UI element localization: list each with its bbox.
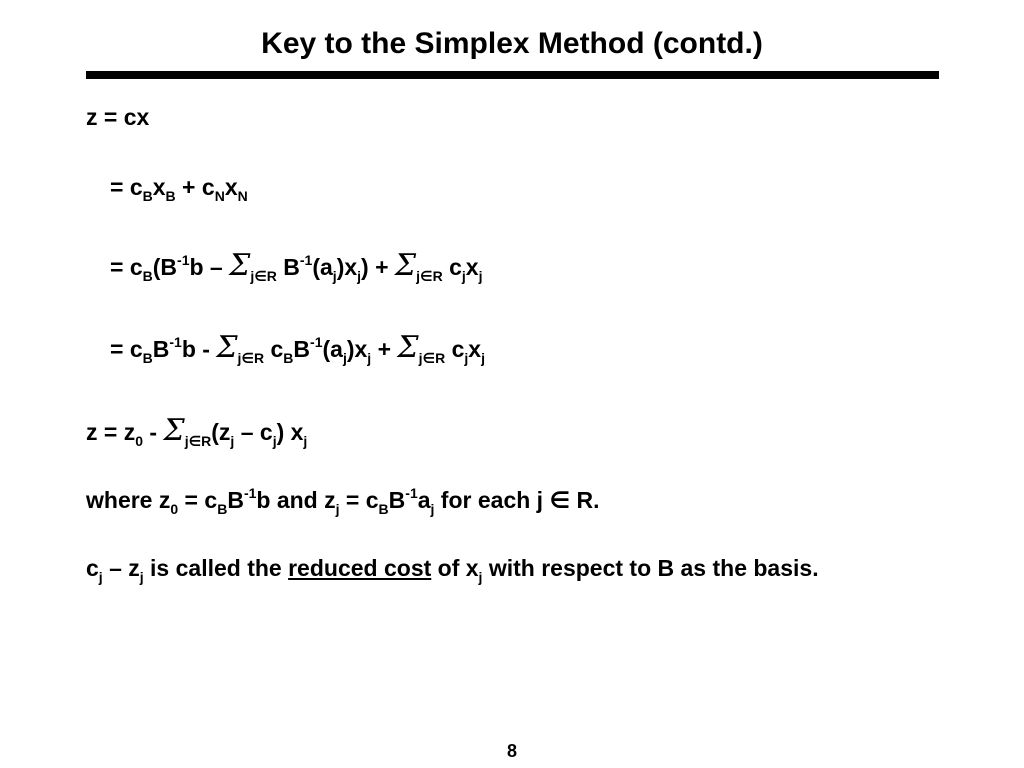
eq3-sub-B: B — [142, 268, 153, 284]
eq4-B-2: B — [293, 336, 311, 362]
eq3-eq-c: = c — [110, 254, 143, 280]
eq5-sub-0: 0 — [135, 433, 144, 449]
eq3-sub-j-2: j — [357, 268, 362, 284]
equation-line-2 — [110, 172, 248, 202]
eq4-sub-B-2: B — [283, 350, 294, 366]
eq1-text: z = cx — [86, 104, 150, 130]
sigma-symbol: Σ — [394, 248, 417, 283]
eq3-a-open: (a — [312, 254, 333, 280]
eq4-c-2: c — [445, 336, 465, 362]
eq3-close-x: )x — [336, 254, 358, 280]
eq5-sub-j-3: j — [303, 433, 308, 449]
eq6-sub-B: B — [217, 501, 228, 517]
sigma-symbol: Σ — [397, 330, 419, 365]
eq4-sub-j-2: j — [367, 350, 372, 366]
reduced-cost-term: reduced cost — [288, 555, 432, 581]
eq6-eq-c-2: = c — [339, 487, 379, 513]
eq5-open-z: (z — [211, 419, 231, 445]
slide-title: Key to the Simplex Method (contd.) — [261, 27, 763, 60]
eq4-sub-j-4: j — [481, 350, 485, 366]
eq3-sub-j-3: j — [461, 268, 466, 284]
para-rest: with respect to B as the basis. — [482, 555, 819, 581]
eq3-B: B — [276, 254, 300, 280]
eq5-sum-index: j∈R — [184, 433, 212, 449]
eq6-for-each: for each j ∈ R. — [434, 487, 600, 513]
para-sub-j-2: j — [139, 569, 144, 585]
para-minus-z: – z — [102, 555, 140, 581]
eq3-sup-inv: -1 — [177, 252, 190, 268]
reduced-cost-definition — [86, 552, 935, 585]
eq5-minus-c: – c — [234, 419, 273, 445]
para-called: is called the — [143, 555, 289, 581]
equation-line-4 — [110, 330, 485, 366]
eq6-sub-j: j — [335, 501, 340, 517]
eq4-sub-B: B — [142, 350, 153, 366]
title-rule — [86, 71, 939, 79]
eq6-B-2: B — [388, 487, 406, 513]
eq4-plus: + — [371, 336, 398, 362]
eq6-eq-c: = c — [178, 487, 218, 513]
para-sub-j: j — [98, 569, 103, 585]
eq4-close-x: )x — [346, 336, 368, 362]
eq6-sub-j-2: j — [430, 501, 435, 517]
eq5-lhs: z = z — [86, 419, 136, 445]
eq3-sum-index: j∈R — [250, 268, 277, 284]
eq4-B: B — [152, 336, 170, 362]
eq4-sup-inv: -1 — [169, 334, 182, 350]
eq3-open-B: (B — [152, 254, 178, 280]
eq2-eq-c: = c — [110, 174, 143, 200]
eq5-sub-j: j — [230, 433, 235, 449]
eq4-sup-inv-2: -1 — [310, 334, 323, 350]
eq4-x: x — [468, 336, 482, 362]
eq4-sum-index: j∈R — [237, 350, 265, 366]
eq3-x: x — [465, 254, 479, 280]
para-of-x: of x — [431, 555, 479, 581]
sigma-symbol: Σ — [163, 413, 185, 448]
equation-line-5 — [86, 413, 308, 449]
eq6-b-and-z: b and z — [256, 487, 336, 513]
eq2-x: x — [152, 174, 166, 200]
eq2-sub-N-2: N — [237, 188, 248, 204]
eq6-sup-inv-2: -1 — [405, 485, 418, 501]
eq2-plus-c: + c — [175, 174, 215, 200]
eq6-a: a — [417, 487, 431, 513]
eq6-sub-B-2: B — [378, 501, 389, 517]
eq3-b-minus: b – — [189, 254, 230, 280]
eq4-sum-index-2: j∈R — [418, 350, 446, 366]
eq6-B: B — [227, 487, 244, 513]
eq3-sum-index-2: j∈R — [416, 268, 443, 284]
eq2-sub-B-2: B — [165, 188, 176, 204]
eq5-close-x: ) x — [276, 419, 304, 445]
sigma-symbol: Σ — [229, 248, 251, 283]
eq4-sub-j: j — [342, 350, 347, 366]
equation-line-1 — [86, 102, 149, 132]
eq3-close-plus: ) + — [361, 254, 395, 280]
equation-line-6 — [86, 485, 599, 515]
eq2-sub-B: B — [142, 188, 153, 204]
eq3-sub-j: j — [332, 268, 337, 284]
eq3-sub-j-4: j — [478, 268, 483, 284]
eq5-minus: - — [143, 419, 164, 445]
page-number: 8 — [506, 741, 517, 761]
eq4-sub-j-3: j — [464, 350, 469, 366]
eq5-sub-j-2: j — [272, 433, 277, 449]
eq4-b-minus: b - — [181, 336, 217, 362]
eq2-sub-N: N — [214, 188, 225, 204]
eq4-c: c — [264, 336, 284, 362]
eq6-where-z: where z — [86, 487, 171, 513]
eq2-x-2: x — [224, 174, 238, 200]
para-sub-j-3: j — [478, 569, 483, 585]
para-c: c — [86, 555, 99, 581]
eq3-c: c — [442, 254, 462, 280]
eq6-sup-inv: -1 — [243, 485, 257, 501]
sigma-symbol: Σ — [216, 330, 238, 365]
eq4-a-open: (a — [322, 336, 343, 362]
eq6-sub-0: 0 — [170, 501, 179, 517]
eq3-sup-inv-2: -1 — [299, 252, 313, 268]
equation-line-3 — [110, 248, 483, 284]
eq4-eq-c: = c — [110, 336, 143, 362]
